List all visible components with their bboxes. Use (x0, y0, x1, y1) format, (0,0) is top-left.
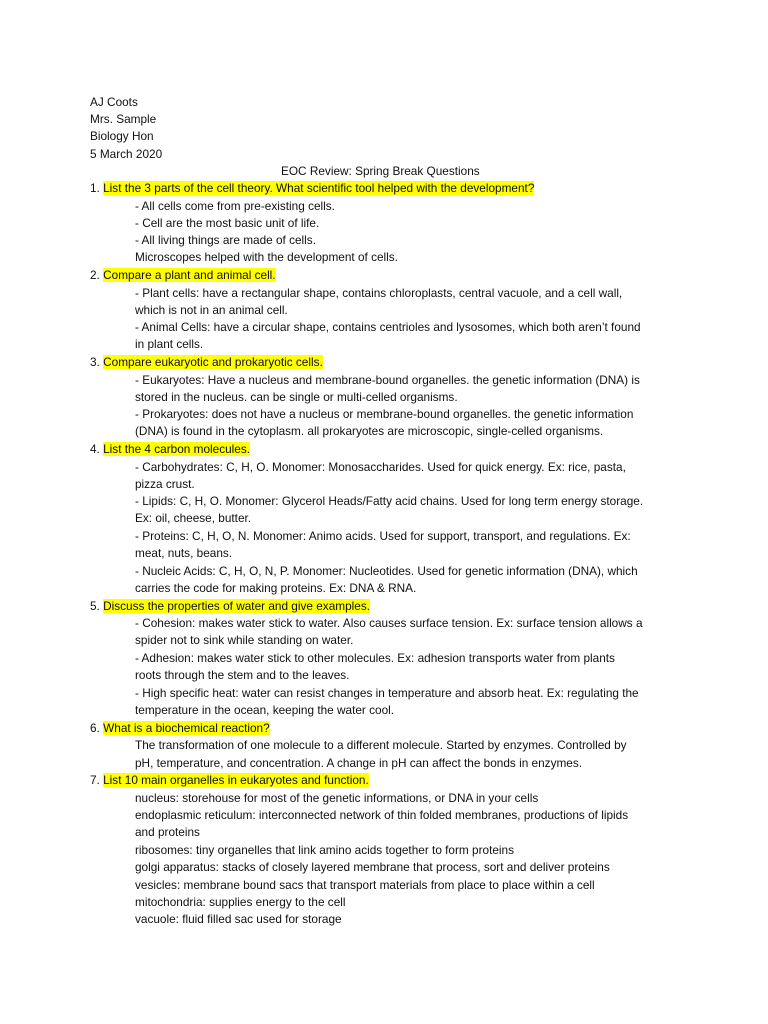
question-text-highlighted: Compare a plant and animal cell. (103, 268, 276, 282)
answer-line: Microscopes helped with the development of cells. (135, 250, 398, 264)
answer-line: - Cohesion: makes water stick to water. Also causes surface tension. Ex: surface tension allows a (135, 616, 643, 630)
answer-line: roots through the stem and to the leaves. (135, 668, 350, 682)
question-text-highlighted: List the 3 parts of the cell theory. What scientific tool helped with the development? (103, 181, 535, 195)
answer-line: vacuole: fluid filled sac used for storage (135, 912, 342, 926)
answer-line: mitochondria: supplies energy to the cell (135, 895, 346, 909)
question-text-highlighted: List the 4 carbon molecules. (103, 442, 251, 456)
answer-line: - Adhesion: makes water stick to other molecules. Ex: adhesion transports water from plants (135, 651, 615, 665)
question-4 (90, 441, 250, 458)
course-name: Biology Hon (90, 129, 154, 143)
answer-line: golgi apparatus: stacks of closely layered membrane that process, sort and deliver proteins (135, 860, 610, 874)
answer-line: endoplasmic reticulum: interconnected network of thin folded membranes, productions of lipids (135, 808, 629, 822)
answer-line: nucleus: storehouse for most of the genetic informations, or DNA in your cells (135, 791, 539, 805)
question-text-highlighted: Discuss the properties of water and give examples. (103, 599, 370, 613)
question-number: 3. (90, 355, 100, 369)
answer-line: meat, nuts, beans. (135, 546, 233, 560)
question-number: 4. (90, 442, 100, 456)
question-2 (90, 267, 276, 284)
page-title: EOC Review: Spring Break Questions (281, 164, 480, 178)
answer-line: pH, temperature, and concentration. A change in pH can affect the bonds in enzymes. (135, 756, 583, 770)
answer-line: temperature in the ocean, keeping the water cool. (135, 703, 395, 717)
answer-line: and proteins (135, 825, 200, 839)
question-number: 7. (90, 773, 100, 787)
answer-line: which is not in an animal cell. (135, 303, 288, 317)
answer-line: spider not to sink while standing on water. (135, 633, 354, 647)
answer-line: in plant cells. (135, 337, 204, 351)
answer-line: carries the code for making proteins. Ex: DNA & RNA. (135, 581, 417, 595)
document-date: 5 March 2020 (90, 147, 163, 161)
question-7 (90, 772, 369, 789)
answer-line: - Proteins: C, H, O, N. Monomer: Animo acids. Used for support, transport, and regulations. Ex: (135, 529, 631, 543)
student-name: AJ Coots (90, 95, 138, 109)
question-number: 2. (90, 268, 100, 282)
answer-line: ribosomes: tiny organelles that link amino acids together to form proteins (135, 843, 514, 857)
answer-line: vesicles: membrane bound sacs that transport materials from place to place within a cell (135, 878, 595, 892)
answer-line: - Animal Cells: have a circular shape, contains centrioles and lysosomes, which both aren’t found (135, 320, 641, 334)
question-number: 6. (90, 721, 100, 735)
answer-line: - Nucleic Acids: C, H, O, N, P. Monomer: Nucleotides. Used for genetic information (DNA), which (135, 564, 638, 578)
question-number: 5. (90, 599, 100, 613)
answer-line: stored in the nucleus. can be single or multi-celled organisms. (135, 390, 458, 404)
answer-line: - Eukaryotes: Have a nucleus and membrane-bound organelles. the genetic information (DNA) is (135, 373, 640, 387)
question-text-highlighted: List 10 main organelles in eukaryotes and function. (103, 773, 369, 787)
question-6 (90, 720, 270, 737)
answer-line: - All cells come from pre-existing cells. (135, 199, 335, 213)
answer-line: (DNA) is found in the cytoplasm. all prokaryotes are microscopic, single-celled organisms. (135, 424, 604, 438)
answer-line: - Cell are the most basic unit of life. (135, 216, 320, 230)
answer-line: - All living things are made of cells. (135, 233, 316, 247)
answer-line: - Carbohydrates: C, H, O. Monomer: Monosaccharides. Used for quick energy. Ex: rice, pasta, (135, 460, 626, 474)
question-5 (90, 598, 370, 615)
answer-line: - Plant cells: have a rectangular shape, contains chloroplasts, central vacuole, and a cell wall, (135, 286, 623, 300)
question-text-highlighted: Compare eukaryotic and prokaryotic cells. (103, 355, 323, 369)
answer-line: - Prokaryotes: does not have a nucleus or membrane-bound organelles. the genetic information (135, 407, 634, 421)
answer-line: - High specific heat: water can resist changes in temperature and absorb heat. Ex: regulating the (135, 686, 639, 700)
question-number: 1. (90, 181, 100, 195)
answer-line: - Lipids: C, H, O. Monomer: Glycerol Heads/Fatty acid chains. Used for long term energy storage. (135, 494, 644, 508)
answer-line: Ex: oil, cheese, butter. (135, 511, 252, 525)
answer-line: The transformation of one molecule to a different molecule. Started by enzymes. Controlled by (135, 738, 627, 752)
teacher-name: Mrs. Sample (90, 112, 157, 126)
answer-line: pizza crust. (135, 477, 195, 491)
question-1 (90, 180, 534, 197)
question-3 (90, 354, 323, 371)
question-text-highlighted: What is a biochemical reaction? (103, 721, 270, 735)
